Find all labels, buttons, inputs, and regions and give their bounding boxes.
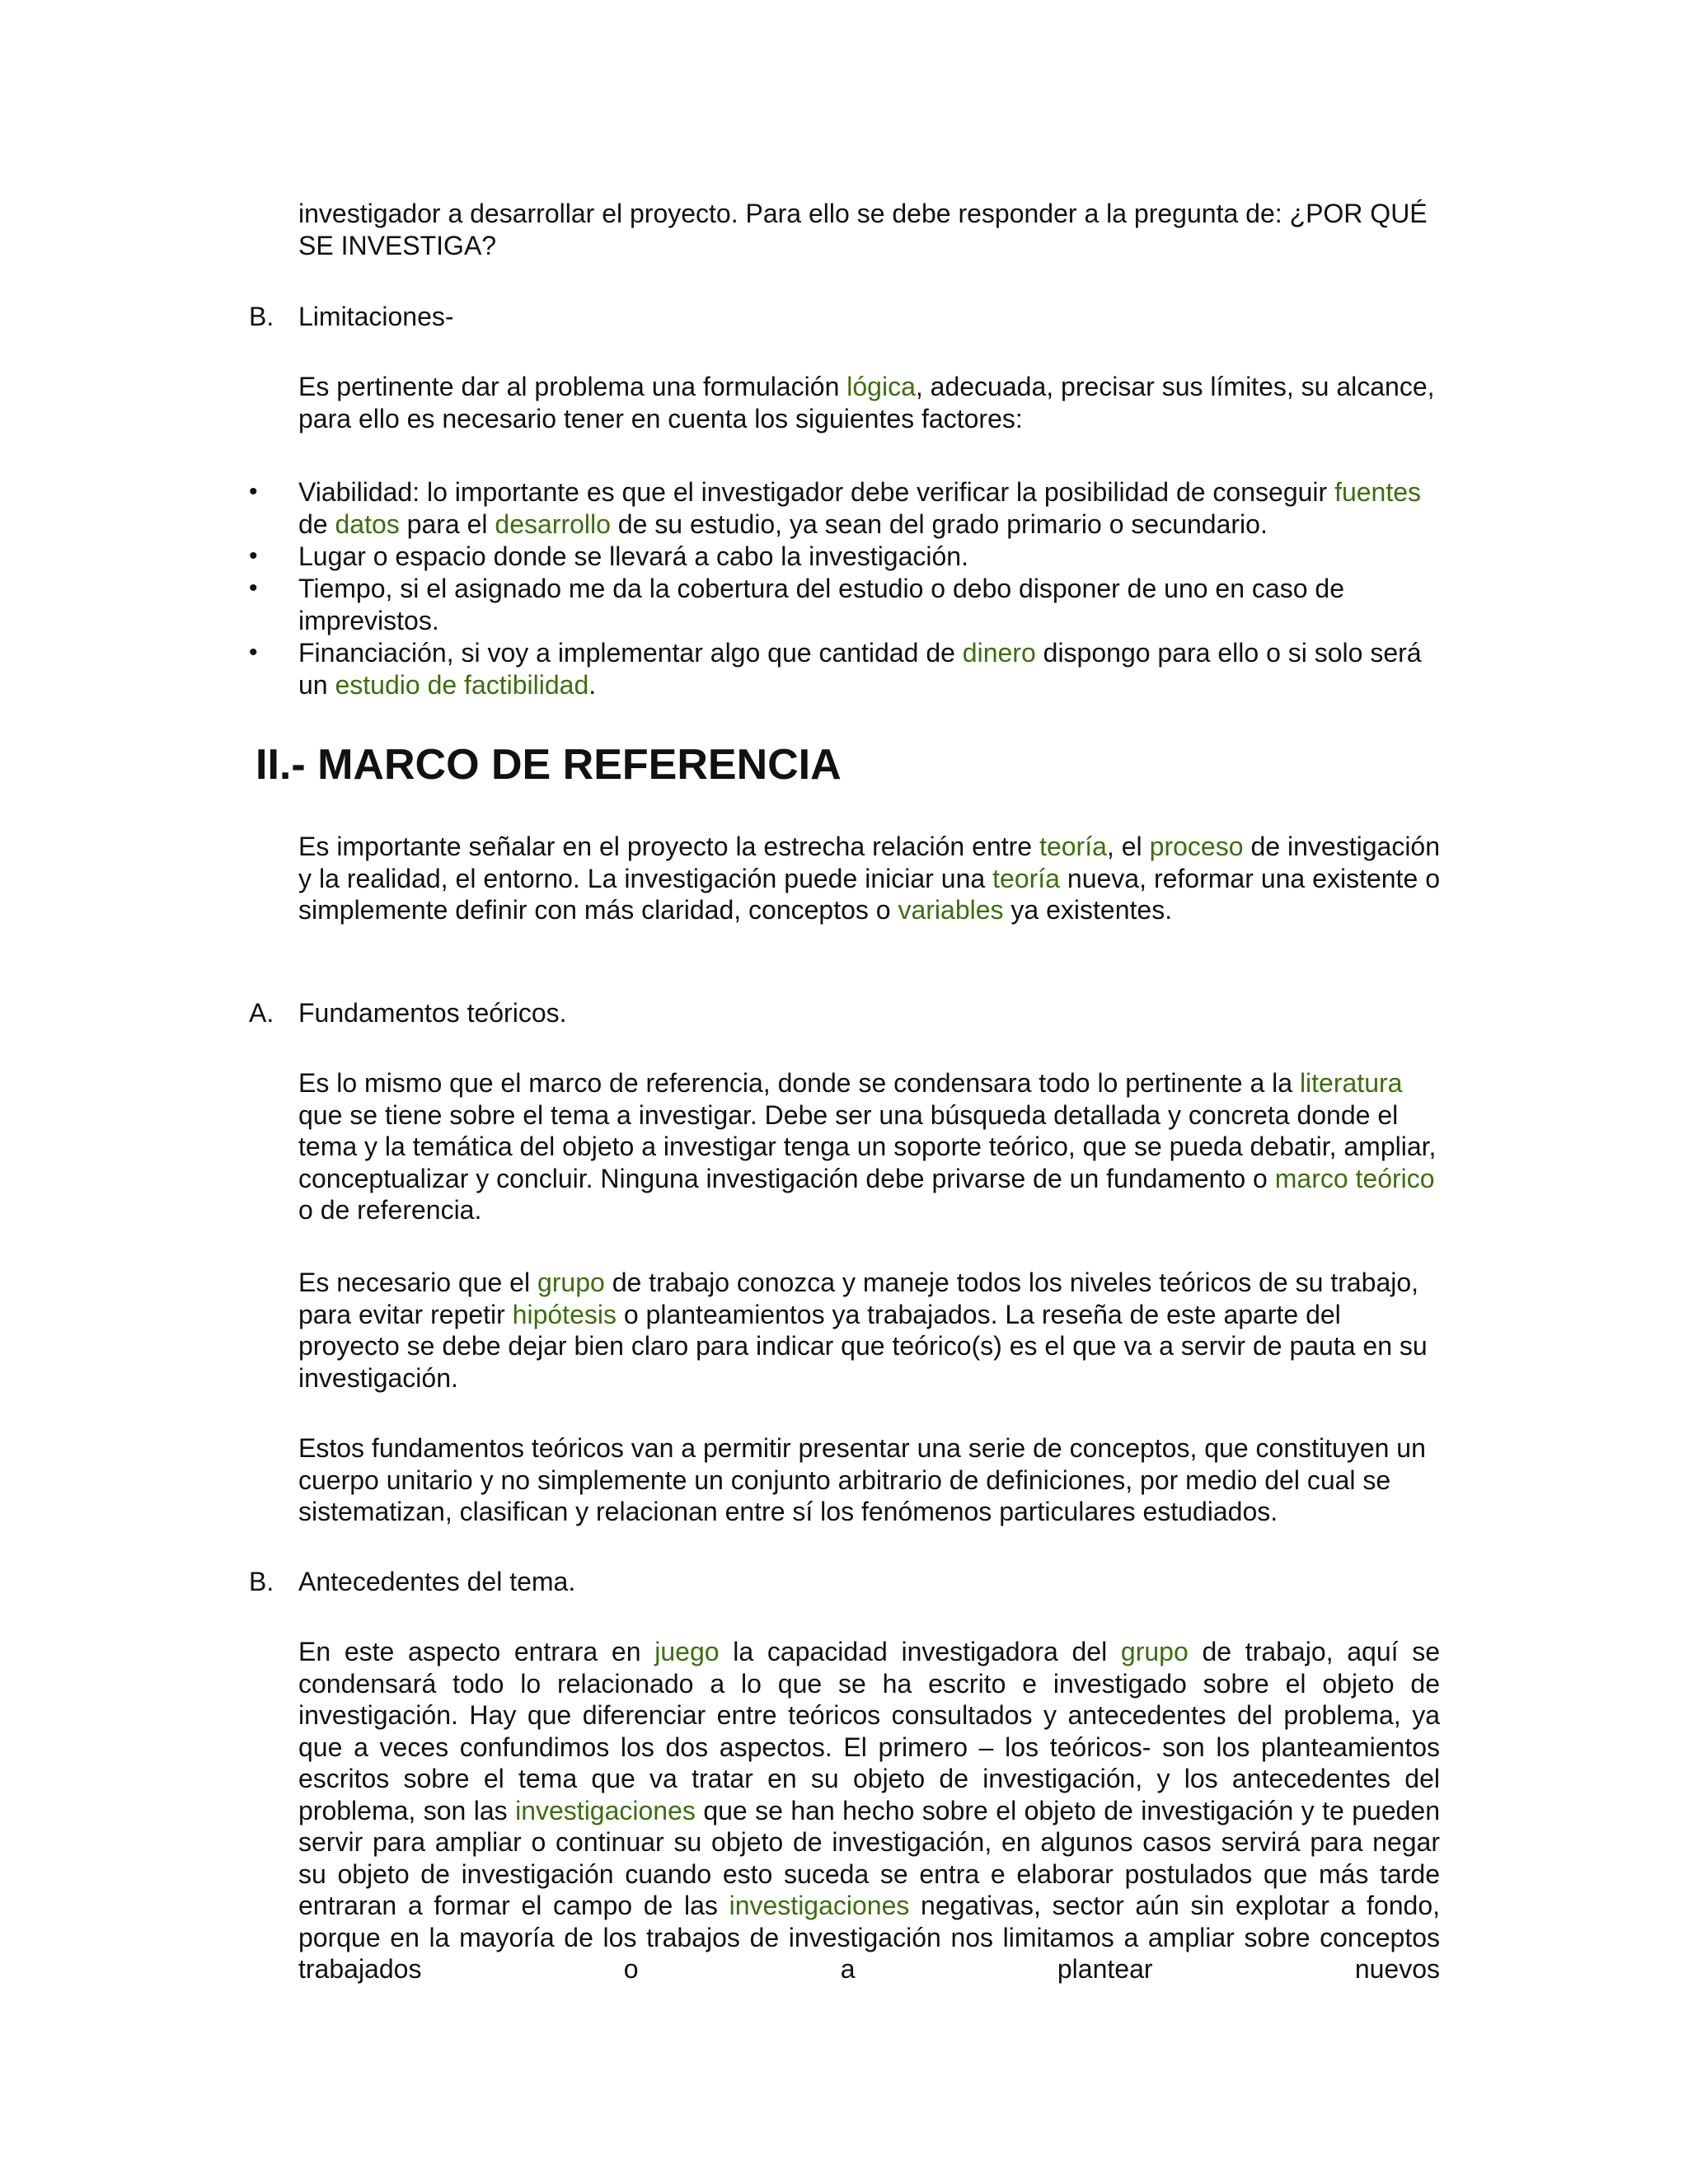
bullet-icon: •: [249, 542, 258, 569]
link-dinero[interactable]: dinero: [962, 638, 1036, 668]
text-run: que se tiene sobre el tema a investigar. Debe ser una búsqueda detallada y concreta donde el tema y la temática del objeto a investigar tenga un soporte teórico, que se pueda debatir, ampliar, conceptualizar y concluir. Ninguna investigación debe privarse de un fundamento o: [298, 1099, 1437, 1193]
intro-text: investigador a desarrollar el proyecto. Para ello se debe responder a la pregunta de: ¿POR QUÉ SE INVESTIGA?: [298, 199, 1428, 260]
link-desarrollo[interactable]: desarrollo: [495, 509, 611, 539]
link-investigaciones[interactable]: investigaciones: [515, 1795, 696, 1825]
bullet-item-tiempo: [298, 573, 1440, 636]
text-run: , el: [1106, 832, 1150, 861]
link-investigaciones[interactable]: investigaciones: [729, 1891, 910, 1920]
text-run: o planteamientos ya trabajados. La reseña de este aparte del proyecto se debe dejar bien claro para indicar que teórico(s) es el que va a servir de pauta en su investigación.: [298, 1299, 1428, 1393]
antecedentes-paragraph: [298, 1636, 1440, 1985]
link-proceso[interactable]: proceso: [1149, 832, 1244, 861]
link-logica[interactable]: lógica: [846, 372, 916, 401]
text-run: nueva, reformar una existente o simplemente definir con más claridad, conceptos o: [298, 863, 1441, 925]
fundamentos-paragraph-3: [298, 1432, 1440, 1528]
text-run: En este aspecto entrara en: [298, 1637, 655, 1666]
fundamentos-paragraph-1: [298, 1067, 1440, 1226]
link-juego[interactable]: juego: [654, 1637, 720, 1666]
link-teoria[interactable]: teoría: [1039, 832, 1107, 861]
text-run: o de referencia.: [298, 1195, 482, 1225]
section-title-limitaciones: Limitaciones-: [298, 302, 454, 331]
link-hipotesis[interactable]: hipótesis: [512, 1299, 617, 1329]
section-title-antecedentes: Antecedentes del tema.: [298, 1567, 576, 1596]
text-run: de investigación y la realidad, el entorno. La investigación puede iniciar una: [298, 832, 1441, 893]
link-variables[interactable]: variables: [898, 895, 1004, 925]
bullet-item-financiacion: [298, 637, 1440, 701]
link-grupo[interactable]: grupo: [537, 1268, 605, 1297]
link-estudio-de-factibilidad[interactable]: estudio de factibilidad: [335, 669, 589, 700]
text-run: para el: [399, 509, 495, 539]
text-run: Es necesario que el: [298, 1268, 537, 1297]
link-datos[interactable]: datos: [335, 509, 400, 539]
link-grupo[interactable]: grupo: [1120, 1637, 1189, 1666]
link-fuentes[interactable]: fuentes: [1334, 477, 1422, 507]
section-b-marker: B.: [249, 1567, 274, 1596]
link-marco-teorico[interactable]: marco teórico: [1274, 1163, 1435, 1193]
text-run: la capacidad investigadora del: [719, 1637, 1121, 1666]
text-run: Es importante señalar en el proyecto la estrecha relación entre: [298, 832, 1040, 861]
text-run: Viabilidad: lo importante es que el investigador debe verificar la posibilidad de conseguir: [298, 477, 1335, 507]
link-teoria[interactable]: teoría: [992, 863, 1060, 893]
fundamentos-paragraph-2: [298, 1267, 1440, 1394]
link-literatura[interactable]: literatura: [1299, 1068, 1403, 1098]
bullet-icon: •: [249, 639, 258, 666]
section-b-marker: B.: [249, 302, 274, 331]
section-heading-marco-de-referencia: II.- MARCO DE REFERENCIA: [256, 741, 842, 789]
text-run: Es pertinente dar al problema una formulación: [298, 372, 847, 401]
text-run: Lugar o espacio donde se llevará a cabo la investigación.: [298, 541, 968, 571]
text-run: Financiación, si voy a implementar algo que cantidad de: [298, 638, 963, 668]
text-run: , adecuada, precisar sus límites, su alcance, para ello es necesario tener en cuenta los siguientes factores:: [298, 372, 1435, 434]
text-run: Tiempo, si el asignado me da la cobertura del estudio o debo disponer de uno en caso de imprevistos.: [298, 574, 1344, 635]
text-run: Es lo mismo que el marco de referencia, donde se condensara todo lo pertinente a la: [298, 1068, 1300, 1098]
bullet-item-lugar: [298, 541, 1440, 573]
section-title-fundamentos: Fundamentos teóricos.: [298, 998, 567, 1028]
text-run: dispongo para ello o si solo será un: [298, 638, 1422, 700]
text-run: negativas, sector aún sin explotar a fondo, porque en la mayoría de los trabajos de investigación nos limitamos a ampliar sobre conceptos trabajados o a plantear nuevos: [298, 1891, 1441, 1984]
text-run: de trabajo, aquí se condensará todo lo relacionado a lo que se ha escrito e investigado sobre el objeto de investigación. Hay que diferenciar entre teóricos consultados y antecedentes del problema, ya que a veces confundimos los dos aspectos. El primero – los teóricos- son los planteamientos escritos sobre el tema que va tratar en su objeto de investigación, y los antecedentes del problema, son las: [298, 1637, 1441, 1825]
bullet-icon: •: [249, 574, 258, 602]
text-run: de trabajo conozca y maneje todos los niveles teóricos de su trabajo, para evitar repetir: [298, 1268, 1419, 1329]
text-run: que se han hecho sobre el objeto de investigación y te pueden servir para ampliar o continuar su objeto de investigación, en algunos casos servirá para negar su objeto de investigación cuando esto suceda se entra e elaborar postulados que más tarde entraran a formar el campo de las: [298, 1795, 1441, 1920]
bullet-item-viabilidad: [298, 476, 1440, 540]
text-run: de su estudio, ya sean del grado primario o secundario.: [610, 509, 1268, 539]
intro-paragraph: [298, 198, 1440, 261]
text-run: Estos fundamentos teóricos van a permitir presentar una serie de conceptos, que constituyen un cuerpo unitario y no simplemente un conjunto arbitrario de definiciones, por medio del cual se sistematizan, clasifican y relacionan entre sí los fenómenos particulares estudiados.: [298, 1433, 1426, 1526]
marco-paragraph: [298, 831, 1440, 926]
limitaciones-paragraph: [298, 371, 1440, 434]
text-run: de: [298, 509, 335, 539]
bullet-icon: •: [249, 478, 258, 505]
text-run: .: [588, 669, 597, 700]
section-a-marker: A.: [249, 998, 274, 1028]
text-run: ya existentes.: [1003, 895, 1173, 925]
